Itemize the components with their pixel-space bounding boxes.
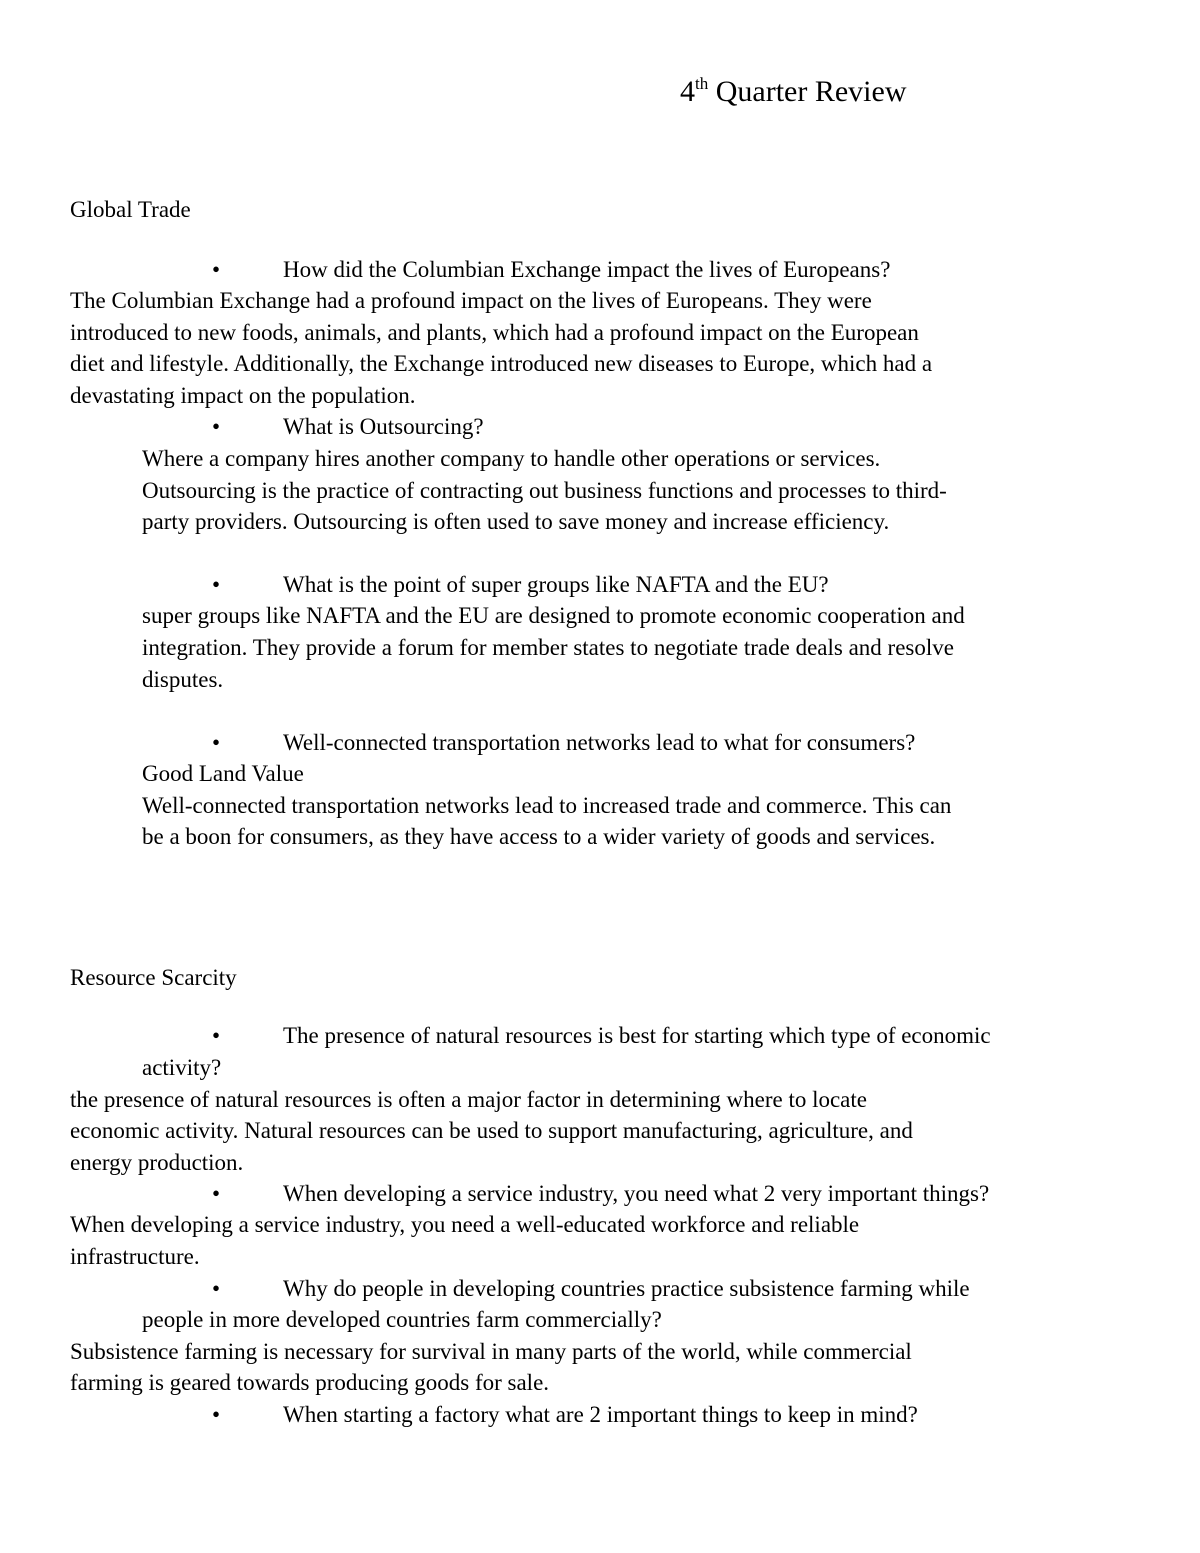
bullet-icon: • [212,1402,221,1427]
page-title [680,72,907,112]
question-text: How did the Columbian Exchange impact the lives of Europeans? [283,257,891,282]
bullet-icon: • [212,572,221,597]
answer-line: be a boon for consumers, as they have access to a wider variety of goods and services. [142,824,936,849]
answer-line: infrastructure. [70,1244,200,1269]
answer-line: integration. They provide a forum for member states to negotiate trade deals and resolve [142,635,954,660]
answer-line: devastating impact on the population. [70,383,416,408]
answer-line: super groups like NAFTA and the EU are designed to promote economic cooperation and [142,603,965,628]
title-number: 4 [680,75,695,108]
answer-line: energy production. [70,1150,244,1175]
answer-line: When developing a service industry, you need a well-educated workforce and reliable [70,1212,860,1237]
bullet-icon: • [212,1181,221,1206]
question-text: When developing a service industry, you need what 2 very important things? [283,1181,990,1206]
question-text: Well-connected transportation networks lead to what for consumers? [283,730,916,755]
question-text: What is Outsourcing? [283,414,484,439]
title-ordinal-suffix: th [695,74,709,93]
answer-line: Outsourcing is the practice of contracting out business functions and processes to third- [142,478,947,503]
question-text: Why do people in developing countries practice subsistence farming while [283,1276,970,1301]
bullet-icon: • [212,730,221,755]
answer-line: diet and lifestyle. Additionally, the Exchange introduced new diseases to Europe, which had a [70,351,933,376]
bullet-icon: • [212,414,221,439]
title-text: Quarter Review [708,75,907,108]
answer-line: Subsistence farming is necessary for survival in many parts of the world, while commercial [70,1339,912,1364]
bullet-icon: • [212,257,221,282]
bullet-icon: • [212,1023,221,1048]
answer-line: economic activity. Natural resources can be used to support manufacturing, agriculture, and [70,1118,913,1143]
answer-line: farming is geared towards producing goods for sale. [70,1370,550,1395]
answer-line: Good Land Value [142,761,304,786]
answer-line: introduced to new foods, animals, and plants, which had a profound impact on the European [70,320,919,345]
question-text: When starting a factory what are 2 important things to keep in mind? [283,1402,918,1427]
section-heading-resource-scarcity: Resource Scarcity [70,965,237,990]
bullet-icon: • [212,1276,221,1301]
question-text-continued: activity? [142,1055,222,1080]
answer-line: disputes. [142,667,224,692]
section-heading-global-trade: Global Trade [70,197,191,222]
answer-line: Where a company hires another company to handle other operations or services. [142,446,881,471]
answer-line: party providers. Outsourcing is often used to save money and increase efficiency. [142,509,890,534]
question-text: The presence of natural resources is best for starting which type of economic [283,1023,991,1048]
question-text: What is the point of super groups like NAFTA and the EU? [283,572,829,597]
question-text-continued: people in more developed countries farm commercially? [142,1307,662,1332]
answer-line: The Columbian Exchange had a profound impact on the lives of Europeans. They were [70,288,872,313]
answer-line: the presence of natural resources is often a major factor in determining where to locate [70,1087,867,1112]
answer-line: Well-connected transportation networks lead to increased trade and commerce. This can [142,793,952,818]
